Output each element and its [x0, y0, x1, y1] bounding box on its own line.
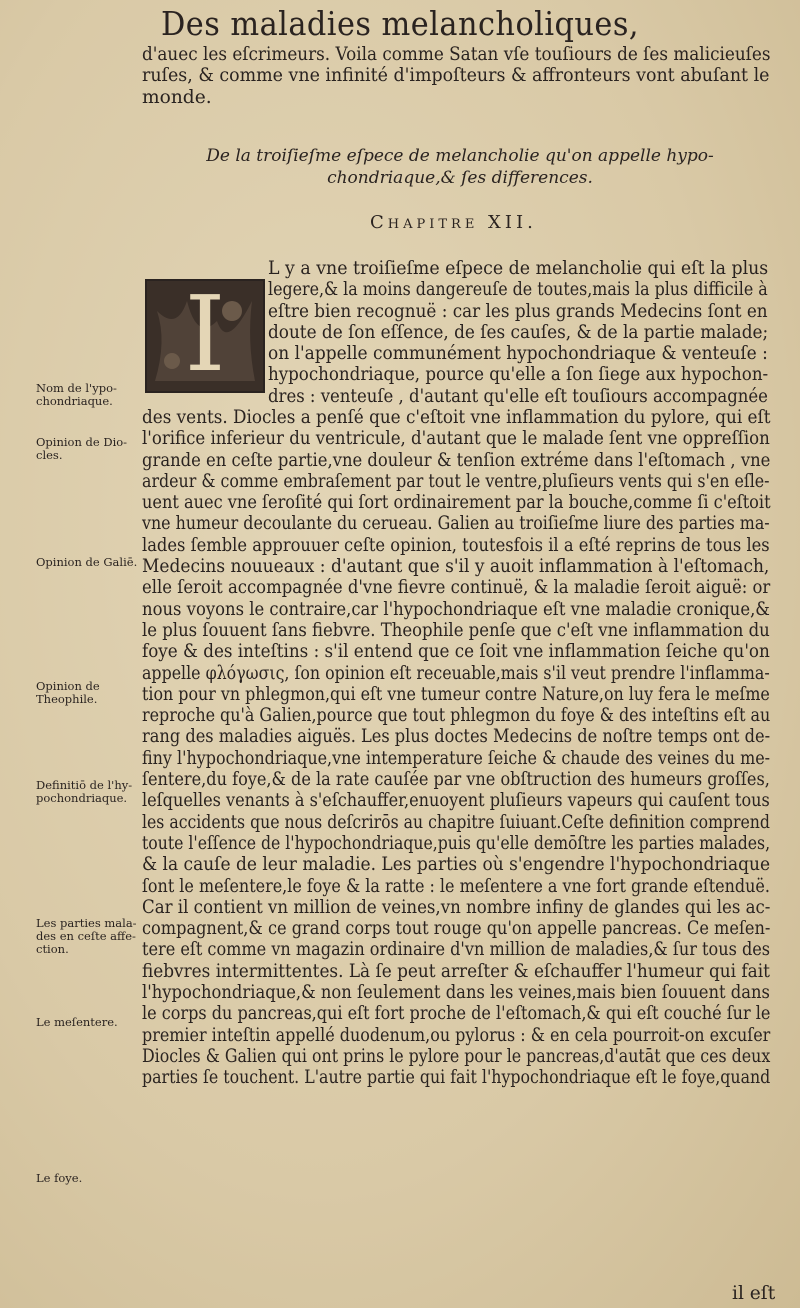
margin-note-line: Nom de l'ypo- — [36, 381, 117, 395]
margin-note-line: cles. — [36, 448, 63, 462]
margin-note-line: ction. — [36, 942, 69, 956]
text-line: legere,& la moins dangereuſe de toutes,mais la plus difficile à — [268, 279, 768, 301]
text-line: eſtre bien recognuë : car les plus grands Medecins ſont en — [268, 300, 768, 322]
margin-note-line: Opinion de Dio- — [36, 435, 128, 449]
text-line: parties ſe touchent. L'autre partie qui fait l'hypochondriaque eſt le foye,quand — [142, 1067, 771, 1089]
text-line: fiebvres intermittentes. Là ſe peut arreſter & eſchauffer l'humeur qui fait — [142, 960, 770, 982]
text-line: toute l'eſſence de l'hypochondriaque,puis qu'elle demōſtre les parties malades, — [142, 832, 771, 854]
main-paragraph — [142, 407, 770, 1089]
text-line: ruſes, & comme vne infinité d'impoſteurs & affronteurs vont abuſant le — [142, 65, 770, 87]
text-line: finy l'hypochondriaque,vne intemperature ſeiche & chaude des veines du me- — [142, 747, 771, 769]
margin-note — [36, 1016, 132, 1029]
section-subtitle — [200, 145, 720, 189]
text-line: premier inteſtin appellé duodenum,ou pylorus : & en cela pourroit-on excuſer — [142, 1024, 771, 1046]
text-line: hypochondriaque, pource qu'elle a ſon ſiege aux hypochon- — [268, 364, 769, 386]
margin-note-line: pochondriaque. — [36, 791, 128, 805]
text-line: d'auec les eſcrimeurs. Voila comme Satan vſe touſiours de ſes malicieuſes — [142, 44, 771, 65]
text-line: dres : venteuſe , d'autant qu'elle eſt touſiours accompagnée — [268, 385, 768, 407]
text-line: ſentere,du foye,& de la rate cauſée par vne obſtruction des humeurs groſſes, — [142, 769, 770, 791]
text-line: rang des maladies aiguës. Les plus doctes Medecins de noſtre temps ont de- — [142, 726, 771, 748]
margin-note-line: des en ceſte affe- — [36, 929, 136, 943]
margin-note-line: Opinion de — [36, 679, 100, 693]
margin-note — [36, 436, 132, 462]
text-line: foye & des inteſtins : s'il entend que ce ſoit vne inflammation ſeiche qu'on — [142, 641, 770, 663]
text-line: uent auec vne ſeroſité qui ſort ordinairement par la bouche,comme ſi c'eſtoit — [142, 492, 771, 514]
chapter-heading: Chapitre XII. — [370, 212, 537, 233]
text-line: grande en ceſte partie,vne douleur & tenſion extréme dans l'eſtomach , vne — [142, 449, 771, 471]
text-line: ſont le meſentere,le foye & la ratte : le meſentere a vne fort grande eſtenduë. — [142, 875, 770, 897]
text-line: le corps du pancreas,qui eſt fort proche de l'eſtomach,& qui eſt couché ſur le — [142, 1003, 771, 1025]
text-line: Medecins nouueaux : d'autant que s'il y auoit inflammation à l'eſtomach, — [142, 556, 770, 578]
margin-note-line: Les parties mala- — [36, 916, 137, 930]
margin-note-line: Theophile. — [36, 692, 98, 706]
margin-note-line: Le foye. — [36, 1171, 83, 1185]
text-line: l'hypochondriaque,& non ſeulement dans les veines,mais bien ſouuent dans — [142, 982, 770, 1004]
text-line: & la cauſe de leur maladie. Les parties où s'engendre l'hypochondriaque — [142, 854, 771, 876]
text-line: le plus ſouuent ſans fiebvre. Theophile penſe que c'eſt vne inflammation du — [142, 619, 770, 641]
text-line: L y a vne troiſieſme eſpece de melancholie qui eſt la plus — [268, 258, 769, 279]
text-line: Diocles & Galien qui ont prins le pylore pour le pancreas,d'autāt que ces deux — [142, 1045, 771, 1067]
dropcap-rest: L y a — [268, 258, 311, 279]
margin-note — [36, 779, 132, 805]
text-line: vne humeur decoulante du cerueau. Galien au troiſieſme liure des parties ma- — [142, 513, 770, 535]
running-head: Des maladies melancholiques, — [160, 4, 640, 43]
margin-note — [36, 1172, 132, 1185]
text-line: doute de ſon eſſence, de ſes cauſes, & de la partie malade; — [268, 321, 769, 343]
margin-note — [36, 680, 132, 706]
text-line: monde. — [142, 86, 212, 108]
indented-paragraph — [268, 258, 768, 407]
text-line: compagnent,& ce grand corps tout rouge qu'on appelle pancreas. Ce meſen- — [142, 918, 771, 940]
text-line: elle ſeroit accompagnée d'vne fievre continuë, & la maladie ſeroit aiguë: or — [142, 577, 771, 599]
subtitle-line: De la troiſieſme eſpece de melancholie qu'on appelle hypo- — [206, 146, 714, 166]
text-line: ardeur & comme embraſement par tout le ventre,pluſieurs vents qui s'en eſle- — [142, 470, 770, 492]
margin-note — [36, 382, 132, 408]
catchword: il eſt — [732, 1283, 776, 1304]
text-line: tere eſt comme vn magazin ordinaire d'vn million de maladies,& ſur tous des — [142, 939, 771, 961]
text-line: appelle φλόγωσις, ſon opinion eſt receuable,mais s'il veut prendre l'inflamma- — [142, 662, 770, 684]
margin-note-line: Le meſentere. — [36, 1015, 118, 1029]
margin-note-line: Opinion de Galiē. — [36, 555, 138, 569]
text-line: on l'appelle communément hypochondriaque & venteuſe : — [268, 343, 768, 365]
text-line: tion pour vn phlegmon,qui eſt vne tumeur contre Nature,on luy fera le meſme — [142, 683, 770, 705]
text-line: reproche qu'à Galien,pource que tout phlegmon du foye & des inteſtins eſt au — [142, 705, 771, 727]
subtitle-line: chondriaque,& ſes differences. — [327, 168, 593, 188]
margin-note-line: Definitiō de l'hy- — [36, 778, 133, 792]
text-line: Car il contient vn million de veines,vn nombre infiny de glandes qui les ac- — [142, 896, 771, 918]
text-line: nous voyons le contraire,car l'hypochondriaque eſt vne maladie cronique,& — [142, 598, 770, 620]
margin-note — [36, 555, 138, 569]
text-line: leſquelles venants à s'eſchauffer,enuoyent pluſieurs vapeurs qui cauſent tous — [142, 790, 770, 812]
text-line: l'orifice inferieur du ventricule, d'autant que le malade ſent vne oppreſſion — [142, 428, 770, 450]
margin-note-line: chondriaque. — [36, 394, 113, 408]
ornamental-initial — [145, 273, 265, 395]
opening-paragraph — [142, 44, 770, 108]
text-line: lades ſemble approuuer ceſte opinion, toutesfois il a eſté reprins de tous les — [142, 534, 770, 556]
text-line: des vents. Diocles a penſé que c'eſtoit vne inflammation du pylore, qui eſt — [142, 407, 771, 428]
margin-note — [36, 916, 137, 956]
text-line: les accidents que nous deſcrirōs au chapitre ſuiuant.Ceſte definition comprend — [142, 811, 770, 833]
dropcap-letter: I — [184, 273, 226, 395]
